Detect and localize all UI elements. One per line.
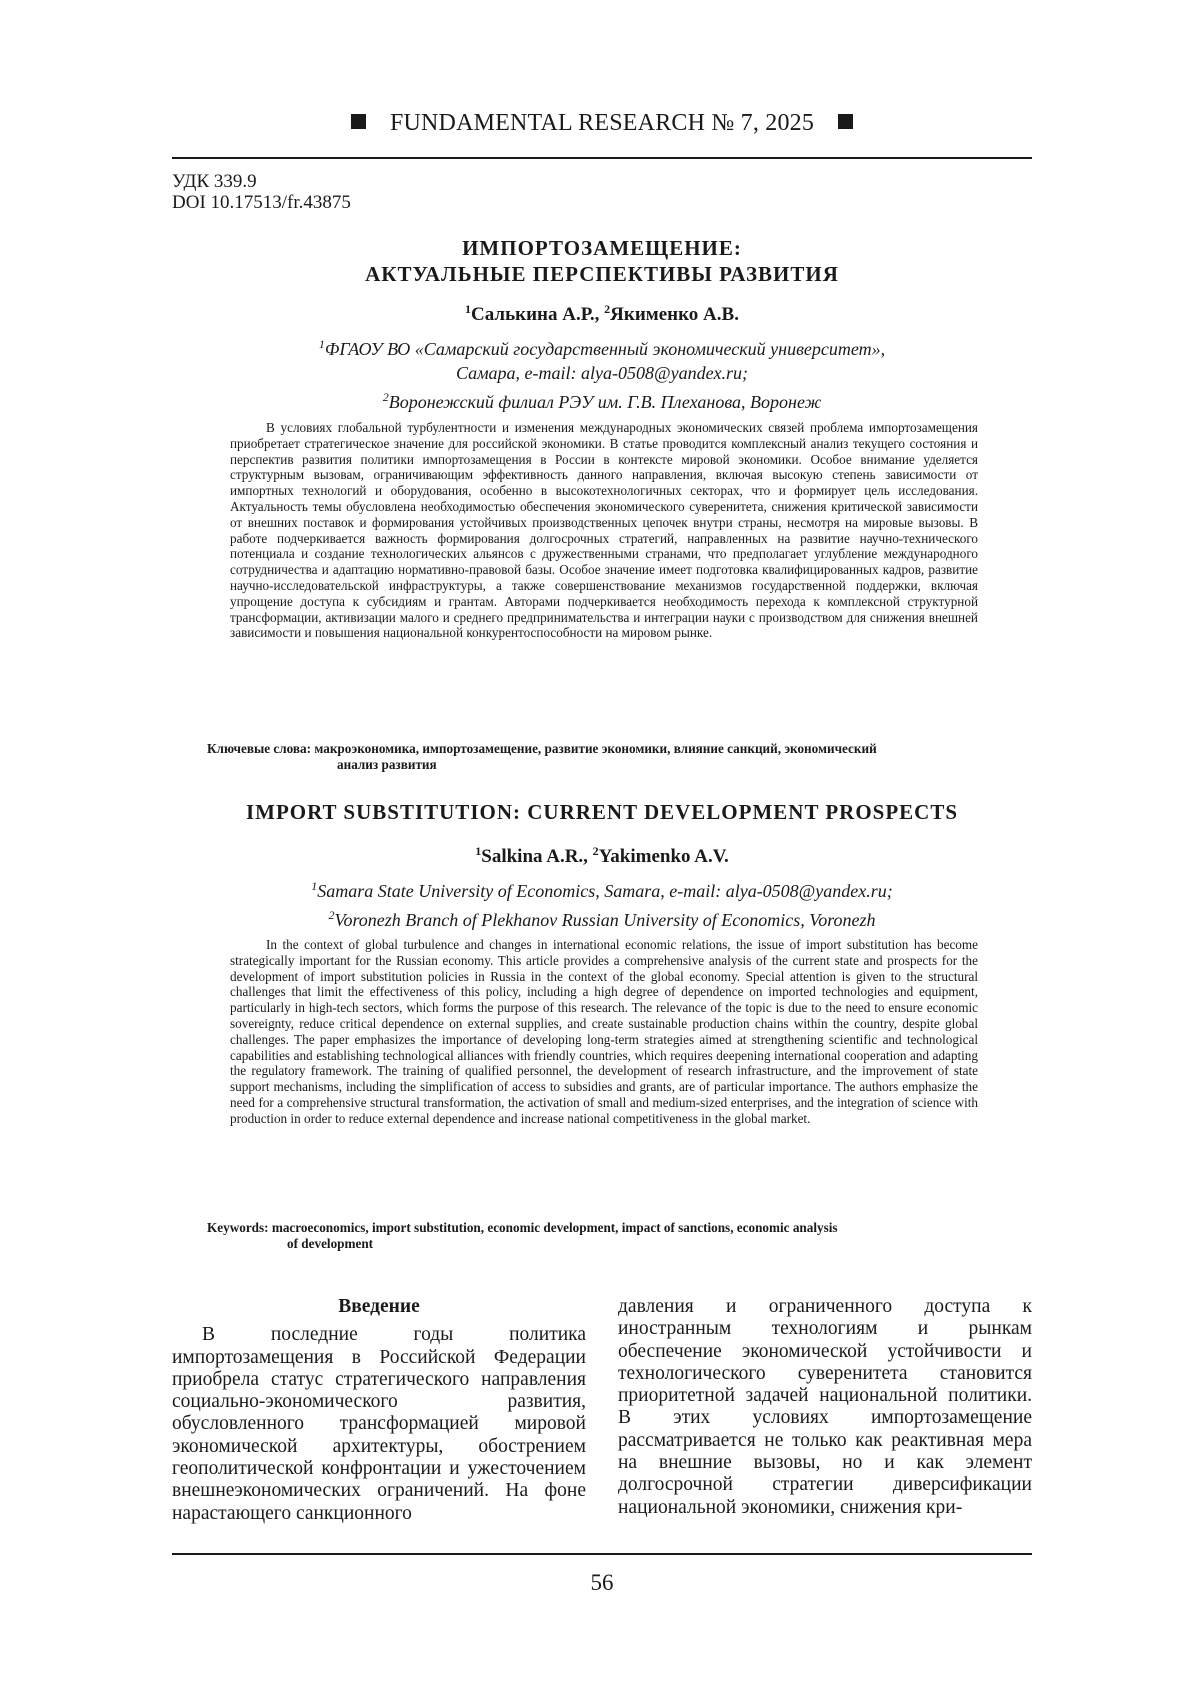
body-paragraph: В последние годы политика импортозамещения в Российской Федерации приобрела статус стратегического направления социально-экономического развития, обусловленного трансформацией мировой экономической архитектуры, обострением геополитической конфронтации и ужесточением внешнеэкономических ограничений. На фоне нарастающего санкционного xyxy=(172,1324,586,1524)
author-2-name: Yakimenko A.V. xyxy=(598,846,729,867)
keywords-russian xyxy=(207,741,1007,772)
author-2-name: Якименко А.В. xyxy=(610,304,739,325)
author-1-name: Салькина А.Р., xyxy=(471,304,605,325)
abstract-english: In the context of global turbulence and changes in international economic relations, the issue of import substitution has become strategically important for the Russian economy. This article provides a comprehensive analysis of the current state and prospects for the development of import substitution policies in Russia in the context of the global economy. Special attention is given to the structural challenges that limit the effectiveness of this policy, including a high degree of dependence on imported technologies and equipment, particularly in high-tech sectors, which forms the purpose of this research. The relevance of the topic is due to the need to ensure economic sovereignty, reduce critical dependence on external supplies, and create sustainable production chains within the country, despite global challenges. The paper emphasizes the importance of developing long-term strategies aimed at strengthening scientific and technological capabilities and establishing technological alliances with friendly countries, which requires deepening international cooperation and adapting the regulatory framework. The training of qualified personnel, the development of research infrastructure, and the improvement of state support mechanisms, including the simplification of access to subsidies and grants, are of particular importance. The authors emphasize the need for a comprehensive structural transformation, the activation of small and medium-sized enterprises, and the integration of science with production in order to reduce external dependence and increase national competitiveness in the global market. xyxy=(230,937,978,1126)
author-2-index: 2 xyxy=(592,844,599,858)
abstract-russian: В условиях глобальной турбулентности и изменения международных экономических связей проблема импортозамещения приобретает стратегическое значение для российской экономики. В статье проводится комплексный анализ текущего состояния и перспектив развития политики импортозамещения в России в контексте мировой экономики. Особое внимание уделяется структурным вызовам, ограничивающим эффективность данного направления, включая высокую степень зависимости от импортных технологий и оборудования, особенно в высокотехнологичных секторах, что и формирует цель исследования. Актуальность темы обусловлена необходимостью обеспечения экономического суверенитета, снижения критической зависимости от внешних поставок и формирования устойчивых производственных цепочек внутри страны, несмотря на мировые вызовы. В работе подчеркивается важность формирования долгосрочных стратегий, направленных на развитие научно-технического потенциала и создание технологических альянсов с дружественными странами, что предполагает углубление международного сотрудничества и адаптацию нормативно-правовой базы. Особое значение имеет подготовка квалифицированных кадров, развитие научно-исследовательской инфраструктуры, а также совершенствование механизмов государственной поддержки, включая упрощение доступа к субсидиям и грантам. Авторами подчеркивается необходимость перехода к комплексной структурной трансформации, активизации малого и среднего предпринимательства и интеграции науки с производством для снижения внешней зависимости и повышения национальной конкурентоспособности на мировом рынке. xyxy=(230,420,978,641)
keywords-english xyxy=(207,1220,1025,1251)
author-1-index: 1 xyxy=(475,844,482,858)
title-russian xyxy=(172,235,1032,287)
journal-name: FUNDAMENTAL RESEARCH xyxy=(389,110,706,136)
keywords-line-1: macroeconomics, import substitution, economic development, impact of sanctions, economic analysis xyxy=(271,1220,838,1235)
keywords-line-2: анализ развития xyxy=(337,756,437,772)
section-heading: Введение xyxy=(338,1296,420,1317)
affiliations-russian xyxy=(172,332,1032,414)
affil-2: Воронежский филиал РЭУ им. Г.В. Плеханова, Воронеж xyxy=(388,392,822,412)
affil-2: Voronezh Branch of Plekhanov Russian University of Economics, Voronezh xyxy=(334,910,876,930)
keywords-line-2: of development xyxy=(287,1235,374,1251)
issue-number: № 7, 2025 xyxy=(711,110,815,136)
body-column-right xyxy=(618,1296,1032,1519)
body-paragraph: давления и ограниченного доступа к иностранным технологиям и рынкам обеспечение экономической устойчивости и технологического суверенитета становится приоритетной задачей национальной политики. В этих условиях импортозамещение рассматривается не только как реактивная мера на внешние вызовы, но и как элемент долгосрочной стратегии диверсификации национальной экономики, снижения кри- xyxy=(618,1296,1032,1518)
article-meta xyxy=(172,171,351,213)
black-square-icon xyxy=(351,114,366,129)
author-1-name: Salkina A.R., xyxy=(481,846,593,867)
affil-1-line-1: ФГАОУ ВО «Самарский государственный экономический университет», xyxy=(324,339,886,359)
affil-1: Samara State University of Economics, Samara, e-mail: alya-0508@yandex.ru; xyxy=(317,881,893,901)
footer-rule xyxy=(172,1553,1032,1555)
authors-russian xyxy=(172,302,1032,326)
doi[interactable]: DOI 10.17513/fr.43875 xyxy=(172,192,351,213)
keywords-line-1: макроэкономика, импортозамещение, развитие экономики, влияние санкций, экономический xyxy=(314,741,877,756)
body-column-left xyxy=(172,1296,586,1525)
page-number: 56 xyxy=(590,1570,614,1595)
affiliations-english xyxy=(172,874,1032,932)
keywords-label: Ключевые слова: xyxy=(207,741,315,756)
udk-code: УДК 339.9 xyxy=(172,171,257,192)
affil-1-index: 1 xyxy=(318,337,325,351)
author-1-index: 1 xyxy=(465,302,472,316)
affil-1-line-2: Самара, e-mail: alya-0508@yandex.ru; xyxy=(455,363,749,383)
title-ru-line-1: ИМПОРТОЗАМЕЩЕНИЕ: xyxy=(462,236,742,260)
author-2-index: 2 xyxy=(604,302,611,316)
authors-english xyxy=(172,844,1032,868)
header-rule xyxy=(172,157,1032,159)
affil-1-index: 1 xyxy=(311,879,318,893)
running-header xyxy=(172,110,1032,137)
affil-2-index: 2 xyxy=(382,390,389,404)
title-ru-line-2: АКТУАЛЬНЫЕ ПЕРСПЕКТИВЫ РАЗВИТИЯ xyxy=(365,262,839,286)
affil-2-index: 2 xyxy=(328,908,335,922)
title-english: IMPORT SUBSTITUTION: CURRENT DEVELOPMENT PROSPECTS xyxy=(245,800,959,824)
keywords-label: Keywords: xyxy=(207,1220,272,1235)
black-square-icon xyxy=(838,114,853,129)
